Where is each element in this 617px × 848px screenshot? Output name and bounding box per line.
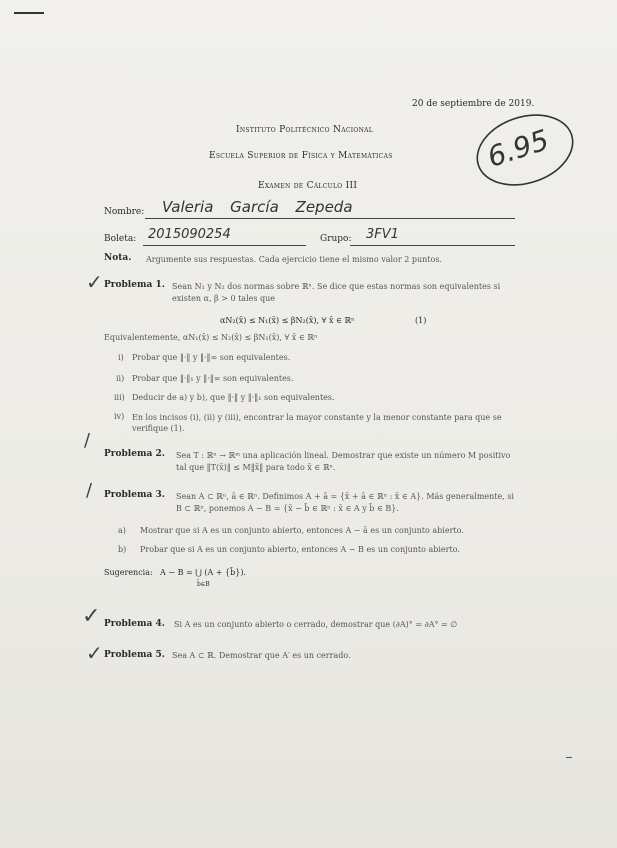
problem-3-item-a-text: Mostrar que si A es un conjunto abierto, entonces A − ā es un conjunto abierto.: [140, 526, 464, 535]
note-text: Argumente sus respuestas. Cada ejercicio tiene el mismo valor 2 puntos.: [146, 255, 442, 264]
name-label: Nombre:: [104, 207, 145, 217]
problem-3-hint-label: Sugerencia:: [104, 568, 153, 577]
problem-1-item-i-text: Probar que ‖·‖ y ‖·‖∞ son equivalentes.: [132, 353, 291, 362]
problem-1-item-ii-text: Probar que ‖·‖₁ y ‖·‖∞ son equivalentes.: [132, 374, 294, 383]
problem-3-item-a-label: a): [118, 526, 126, 535]
check-mark-1: ✓: [86, 270, 103, 294]
problem-1-label: Problema 1.: [104, 280, 165, 290]
problem-1-item-iv-label: iv): [114, 412, 125, 421]
check-mark-2: /: [84, 430, 91, 451]
problem-1-item-iii-label: iii): [114, 393, 125, 402]
check-mark-3: /: [86, 480, 93, 501]
check-mark-4: ✓: [82, 604, 101, 629]
problem-4-label: Problema 4.: [104, 619, 165, 629]
problem-4-text: Si A es un conjunto abierto o cerrado, demostrar que (∂A)° = ∂A° = ∅: [174, 620, 458, 629]
scan-mark: [14, 12, 44, 14]
problem-5-text: Sea A ⊂ ℝ. Demostrar que A′ es un cerrado.: [172, 651, 351, 660]
problem-1-text: Sean N₁ y N₂ dos normas sobre ℝⁿ. Se dice que estas normas son equivalentes si existen α, β > 0 tales que: [172, 282, 501, 303]
exam-date: 20 de septiembre de 2019.: [412, 99, 535, 109]
scan-speck: [566, 757, 572, 758]
boleta-label: Boleta:: [104, 234, 137, 244]
problem-1-item-iv-text: En los incisos (i), (ii) y (iii), encontrar la mayor constante y la menor constante para que se verifique (1).: [132, 413, 502, 433]
problem-1-item-iii-text: Deducir de a) y b), que ‖·‖ y ‖·‖₁ son equivalentes.: [132, 393, 335, 402]
boleta-value: 2015090254: [148, 227, 231, 242]
student-name: Valeria García Zepeda: [162, 198, 353, 216]
exam-title: Examen de Cálculo III: [258, 181, 358, 191]
problem-1-equation: αN₂(x̄) ≤ N₁(x̄) ≤ βN₂(x̄), ∀ x̄ ∈ ℝⁿ: [220, 316, 355, 325]
problem-3-item-b-text: Probar que si A es un conjunto abierto, entonces A − B es un conjunto abierto.: [140, 545, 460, 554]
problem-1-text2: Equivalentemente, αN₁(x̄) ≤ N₂(x̄) ≤ βN₁(x̄), ∀ x̄ ∈ ℝⁿ: [104, 333, 318, 342]
problem-2-text: Sea T : ℝⁿ → ℝᵐ una aplicación lineal. Demostrar que existe un número M positivo tal que ‖T(x̄)‖ ≤ M‖x̄‖ para todo x̄ ∈ ℝⁿ.: [176, 451, 511, 472]
problem-1-item-ii-label: ii): [116, 374, 125, 383]
problem-3-hint-sub: b̄∈B: [197, 581, 210, 588]
school-name: Escuela Superior de Física y Matemáticas: [209, 151, 393, 161]
check-mark-5: ✓: [86, 641, 103, 665]
name-underline: [145, 218, 515, 219]
problem-1-item-i-label: i): [118, 353, 124, 362]
problem-3-item-b-label: b): [118, 545, 127, 554]
boleta-underline: [143, 245, 306, 246]
grupo-value: 3FV1: [366, 227, 399, 242]
problem-3-label: Problema 3.: [104, 490, 165, 500]
institution-name: Instituto Politécnico Nacional: [236, 125, 374, 135]
problem-3-text: Sean A ⊂ ℝⁿ, ā ∈ ℝⁿ. Definimos A + ā = {x̄ + ā ∈ ℝⁿ : x̄ ∈ A}. Más generalmente, si B ⊂ ℝⁿ, ponemos A − B = {x̄ − b̄ ∈ ℝⁿ : x̄ ∈ A y b̄ ∈ B}.: [176, 492, 514, 513]
problem-5-label: Problema 5.: [104, 650, 165, 660]
problem-1-eq-number: (1): [415, 316, 427, 325]
note-label: Nota.: [104, 253, 132, 263]
problem-3-hint-formula: A − B = ⋃ (A + {b̄}).: [160, 568, 246, 577]
grade-value: 6.95: [483, 123, 553, 174]
problem-2-label: Problema 2.: [104, 449, 165, 459]
grupo-underline: [350, 245, 515, 246]
grupo-label: Grupo:: [320, 234, 352, 244]
